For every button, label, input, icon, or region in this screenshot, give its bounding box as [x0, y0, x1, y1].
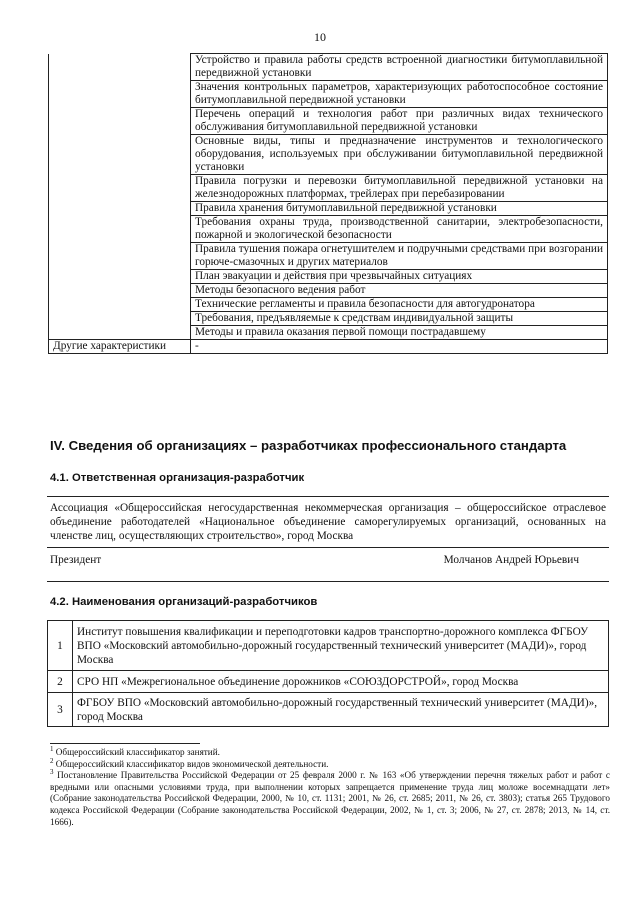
- section-heading: IV. Сведения об организациях – разработчиках профессионального стандарта: [50, 438, 567, 453]
- knowledge-item: Устройство и правила работы средств встроенной диагностики битумоплавильной передвижной установки: [191, 54, 608, 81]
- knowledge-item: Перечень операций и технология работ при различных видах технического обслуживания битумоплавильной передвижной установки: [191, 108, 608, 135]
- footnote: [50, 770, 610, 828]
- president-title: Президент: [50, 554, 102, 566]
- knowledge-item: Основные виды, типы и предназначение инструментов и технологического оборудования, используемых при обслуживании битумоплавильной передвижной установки: [191, 135, 608, 175]
- knowledge-item: Значения контрольных параметров, характеризующих работоспособное состояние битумоплавильной передвижной установки: [191, 81, 608, 108]
- president-name: Молчанов Андрей Юрьевич: [443, 554, 579, 566]
- footnote-text: Постановление Правительства Российской Федерации от 25 февраля 2000 г. № 163 «Об утверждении перечня тяжелых работ и работ с вредными или опасными условиями труда, при выполнении которых запрещается применение труда лиц моложе восемнадцати лет» (Собрание законодательства Российской Федерации, 2000, № 10, ст. 1131; 2001, № 26, ст. 2685; 2011, № 26, ст. 3803); статья 265 Трудового кодекса Российской Федерации (Собрание законодательства Российской Федерации, 2002, № 1, ст. 3; 2006, № 27, ст. 2878; 2013, № 14, ст. 1666).: [50, 770, 610, 827]
- knowledge-item: Правила погрузки и перевозки битумоплавильной передвижной установки на железнодорожных платформах, трейлерах при перебазировании: [191, 175, 608, 202]
- knowledge-item: Требования, предъявляемые к средствам индивидуальной защиты: [191, 312, 608, 326]
- footnote-mark: 1: [50, 744, 54, 753]
- knowledge-item: Правила хранения битумоплавильной передвижной установки: [191, 202, 608, 216]
- responsible-org-name: Ассоциация «Общероссийская негосударственная некоммерческая организация – общероссийское отраслевое объединение работодателей «Национальное объединение саморегулируемых организаций, основанных на членстве лиц, осуществляющих строительство», город Москва: [50, 502, 606, 542]
- knowledge-item: Методы и правила оказания первой помощи пострадавшему: [191, 326, 608, 340]
- table-row: [49, 54, 608, 81]
- page-number: 10: [314, 30, 326, 44]
- other-characteristics-label: Другие характеристики: [49, 340, 191, 354]
- other-characteristics-value: -: [191, 340, 608, 354]
- footnotes: [50, 744, 610, 828]
- table-row: [48, 693, 609, 727]
- developer-name: Институт повышения квалификации и переподготовки кадров транспортно-дорожного комплекса ФГБОУ ВПО «Московский автомобильно-дорожный государственный технический университет (МАДИ)», город Москва: [73, 621, 609, 671]
- footnote-separator: [50, 743, 200, 744]
- subsection-heading-developers: 4.2. Наименования организаций-разработчиков: [50, 596, 318, 608]
- divider: [47, 547, 609, 548]
- knowledge-item: Правила тушения пожара огнетушителем и подручными средствами при возгорании горюче-смазочных и других материалов: [191, 243, 608, 270]
- footnote-mark: 3: [50, 768, 54, 777]
- developer-name: ФГБОУ ВПО «Московский автомобильно-дорожный государственный технический университет (МАДИ)», город Москва: [73, 693, 609, 727]
- table-row: [48, 621, 609, 671]
- footnote-text: Общероссийский классификатор занятий.: [53, 747, 220, 757]
- table-row: [49, 340, 608, 354]
- knowledge-item: Требования охраны труда, производственной санитарии, электробезопасности, пожарной и экологической безопасности: [191, 216, 608, 243]
- knowledge-item: Методы безопасного ведения работ: [191, 284, 608, 298]
- developers-table: [47, 620, 609, 727]
- knowledge-item: Технические регламенты и правила безопасности для автогудронатора: [191, 298, 608, 312]
- row-number: 2: [48, 671, 73, 693]
- table-row: [48, 671, 609, 693]
- footnote: [50, 756, 610, 771]
- responsible-org-box: [47, 496, 609, 582]
- footnote-mark: 2: [50, 756, 54, 765]
- knowledge-item: План эвакуации и действия при чрезвычайных ситуациях: [191, 270, 608, 284]
- label-cell-empty: [49, 54, 191, 340]
- knowledge-table: [48, 53, 608, 354]
- developer-name: СРО НП «Межрегиональное объединение дорожников «СОЮЗДОРСТРОЙ», город Москва: [73, 671, 609, 693]
- footnote-text: Общероссийский классификатор видов экономической деятельности.: [53, 758, 329, 769]
- footnote: [50, 744, 610, 759]
- row-number: 1: [48, 621, 73, 671]
- subsection-heading-responsible: 4.1. Ответственная организация-разработчик: [50, 472, 305, 484]
- row-number: 3: [48, 693, 73, 727]
